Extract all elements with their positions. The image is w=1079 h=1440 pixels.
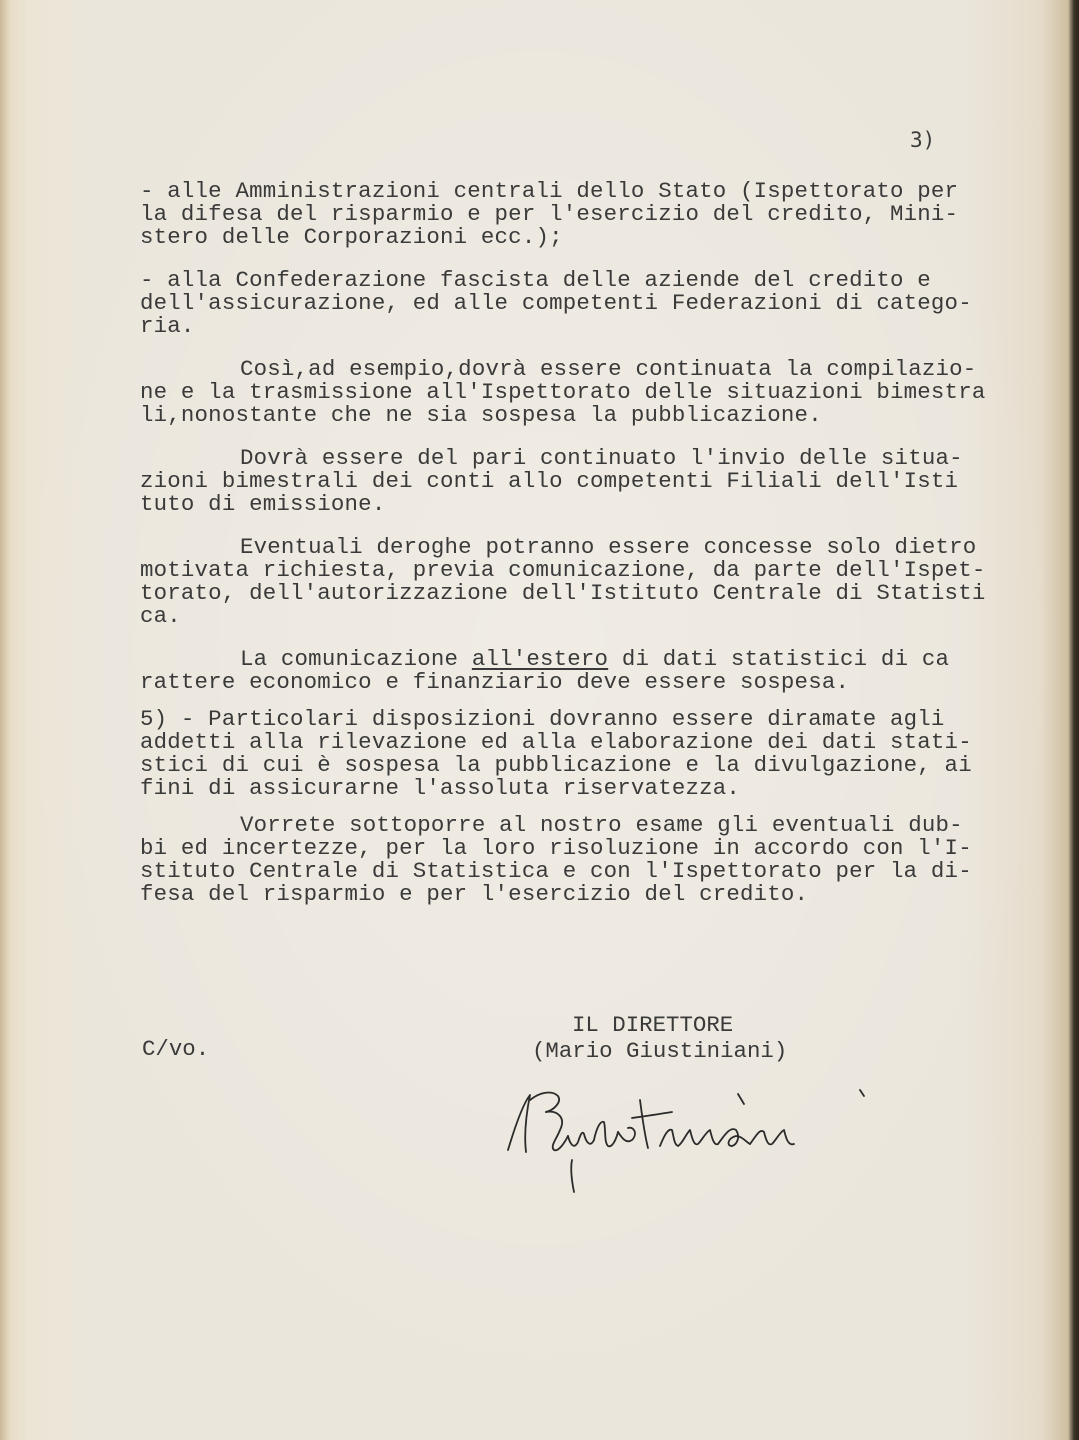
text-line: ria. bbox=[140, 313, 195, 339]
text-line: - alle Amministrazioni centrali dello Stato (Ispettorato per bbox=[140, 178, 959, 204]
paragraph-confederazione bbox=[140, 269, 980, 338]
text-line: tuto di emissione. bbox=[140, 491, 386, 517]
text-line: Eventuali deroghe potranno essere concesse solo dietro bbox=[240, 534, 977, 560]
paragraph-situazioni-bimestrali bbox=[140, 356, 986, 428]
text-line: li,nonostante che ne sia sospesa la pubblicazione. bbox=[140, 402, 822, 428]
text-line: ca. bbox=[140, 603, 181, 629]
text-line: Così,ad esempio,dovrà essere continuata la compilazio- bbox=[240, 356, 977, 382]
text-line: 5) - Particolari disposizioni dovranno essere diramate agli bbox=[140, 706, 945, 732]
reference-initials: C/vo. bbox=[142, 1036, 210, 1062]
signatory-title: IL DIRETTORE bbox=[572, 1012, 734, 1038]
text-line: Vorrete sottoporre al nostro esame gli eventuali dub- bbox=[240, 812, 963, 838]
page-number: 3) bbox=[910, 128, 936, 152]
underlined-text: all'estero bbox=[471, 646, 609, 672]
signatory-name: (Mario Giustiniani) bbox=[532, 1038, 788, 1064]
text-segment: La comunicazione bbox=[240, 646, 472, 672]
text-line: fini di assicurarne l'assoluta riservatezza. bbox=[140, 775, 741, 801]
paragraph-disposizioni bbox=[140, 708, 980, 800]
text-segment: di dati statistici di ca bbox=[608, 646, 950, 672]
text-line: addetti alla rilevazione ed alla elaborazione dei dati stati- bbox=[140, 729, 972, 755]
paragraph-deroghe bbox=[140, 534, 986, 629]
paragraph-dubbi bbox=[140, 814, 980, 906]
text-line: zioni bimestrali dei conti allo competenti Filiali dell'Isti bbox=[140, 468, 959, 494]
document-body bbox=[140, 178, 986, 907]
handwritten-signature bbox=[500, 1060, 880, 1200]
text-line bbox=[140, 648, 980, 671]
text-line: motivata richiesta, previa comunicazione, da parte dell'Ispet- bbox=[140, 557, 986, 583]
text-line: la difesa del risparmio e per l'esercizio del credito, Mini- bbox=[140, 201, 959, 227]
paragraph-invio-situazioni bbox=[140, 447, 980, 516]
text-line: rattere economico e finanziario deve essere sospesa. bbox=[140, 669, 850, 695]
text-line: bi ed incertezze, per la loro risoluzione in accordo con l'I- bbox=[140, 835, 972, 861]
text-line: torato, dell'autorizzazione dell'Istituto Centrale di Statisti bbox=[140, 580, 986, 606]
paragraph-comunicazione-estero bbox=[140, 648, 980, 694]
signature-block bbox=[532, 1012, 832, 1064]
text-line: Dovrà essere del pari continuato l'invio delle situa- bbox=[240, 445, 963, 471]
text-line: fesa del risparmio e per l'esercizio del credito. bbox=[140, 881, 809, 907]
text-line: - alla Confederazione fascista delle aziende del credito e bbox=[140, 267, 931, 293]
paragraph-amministrazioni bbox=[140, 180, 980, 249]
text-line: stituto Centrale di Statistica e con l'Ispettorato per la di- bbox=[140, 858, 972, 884]
text-line: dell'assicurazione, ed alle competenti Federazioni di catego- bbox=[140, 290, 972, 316]
text-line: stero delle Corporazioni ecc.); bbox=[140, 224, 563, 250]
text-line: stici di cui è sospesa la pubblicazione e la divulgazione, ai bbox=[140, 752, 972, 778]
text-line: ne e la trasmissione all'Ispettorato delle situazioni bimestra bbox=[140, 379, 986, 405]
